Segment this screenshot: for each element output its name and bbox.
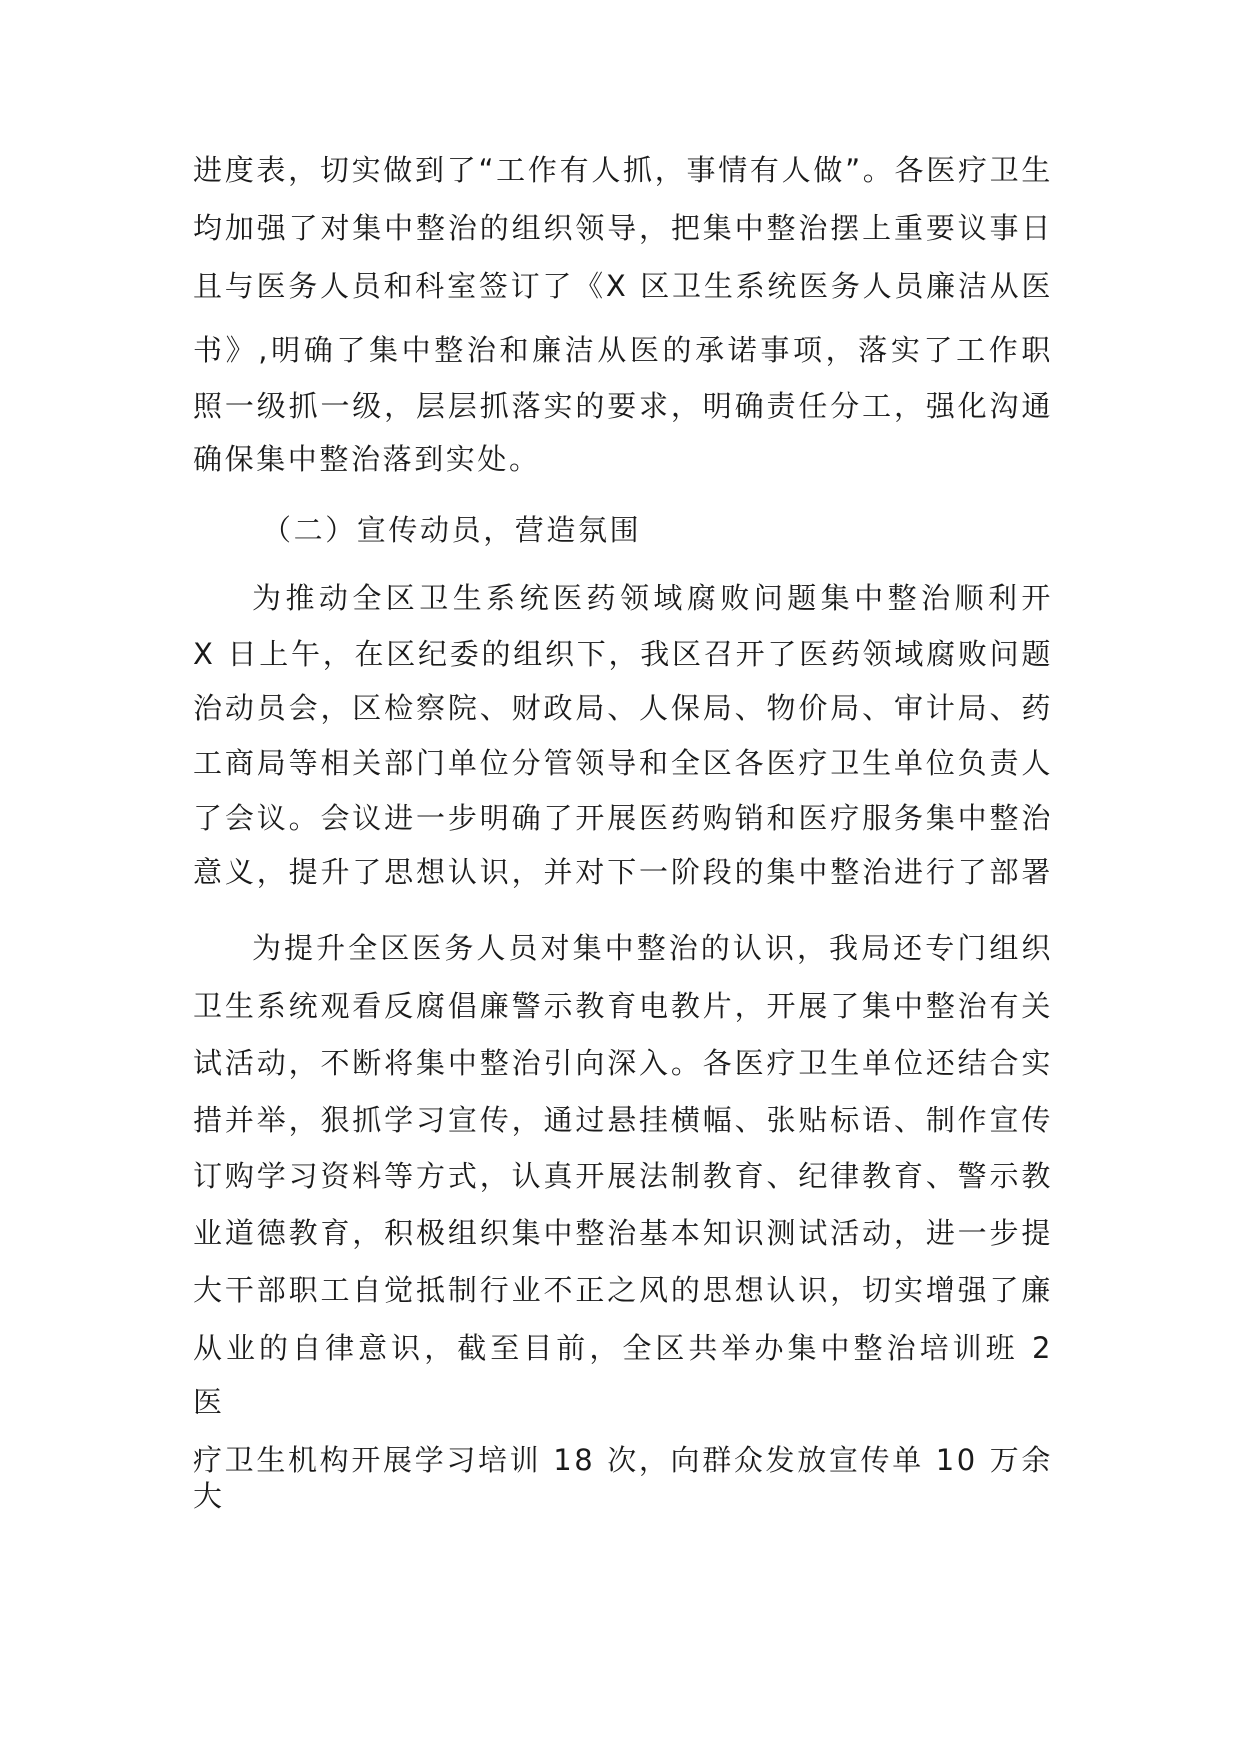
paragraph-line: 疗卫生机构开展学习培训 18 次，向群众发放宣传单 10 万余 [193, 1443, 1053, 1477]
paragraph-line: 且与医务人员和科室签订了《X 区卫生系统医务人员廉洁从医 [193, 269, 1053, 303]
paragraph-line: 措并举，狠抓学习宣传，通过悬挂横幅、张贴标语、制作宣传 [193, 1103, 1053, 1137]
paragraph-line: 订购学习资料等方式，认真开展法制教育、纪律教育、警示教 [193, 1159, 1053, 1193]
paragraph-line: 确保集中整治落到实处。 [193, 442, 541, 476]
paragraph-line: 了会议。会议进一步明确了开展医药购销和医疗服务集中整治 [193, 801, 1053, 835]
paragraph-line: X 日上午，在区纪委的组织下，我区召开了医药领域腐败问题 [193, 637, 1053, 671]
paragraph-line: 卫生系统观看反腐倡廉警示教育电教片，开展了集中整治有关 [193, 989, 1053, 1023]
paragraph-line: 从业的自律意识，截至目前，全区共举办集中整治培训班 2 [193, 1331, 1053, 1365]
paragraph-line: 医 [193, 1385, 225, 1419]
paragraph-line: 照一级抓一级，层层抓落实的要求，明确责任分工，强化沟通 [193, 389, 1053, 423]
paragraph-line: 均加强了对集中整治的组织领导，把集中整治摆上重要议事日 [193, 211, 1053, 245]
paragraph-line: 试活动，不断将集中整治引向深入。各医疗卫生单位还结合实 [193, 1046, 1053, 1080]
paragraph-line: 工商局等相关部门单位分管领导和全区各医疗卫生单位负责人 [193, 746, 1053, 780]
paragraph-line: 为提升全区医务人员对集中整治的认识，我局还专门组织 [252, 931, 1053, 965]
paragraph-line: 书》,明确了集中整治和廉洁从医的承诺事项，落实了工作职 [193, 333, 1053, 367]
paragraph-line: 为推动全区卫生系统医药领域腐败问题集中整治顺利开 [252, 581, 1053, 615]
paragraph-line: 进度表，切实做到了“工作有人抓，事情有人做”。各医疗卫生 [193, 153, 1053, 187]
paragraph-line: 治动员会，区检察院、财政局、人保局、物价局、审计局、药 [193, 691, 1053, 725]
paragraph-line: 大 [193, 1479, 225, 1513]
paragraph-line: 大干部职工自觉抵制行业不正之风的思想认识，切实增强了廉 [193, 1273, 1053, 1307]
paragraph-line: 业道德教育，积极组织集中整治基本知识测试活动，进一步提 [193, 1216, 1053, 1250]
paragraph-line: 意义，提升了思想认识，并对下一阶段的集中整治进行了部署 [193, 855, 1053, 889]
section-heading: （二）宣传动员，营造氛围 [262, 513, 642, 547]
